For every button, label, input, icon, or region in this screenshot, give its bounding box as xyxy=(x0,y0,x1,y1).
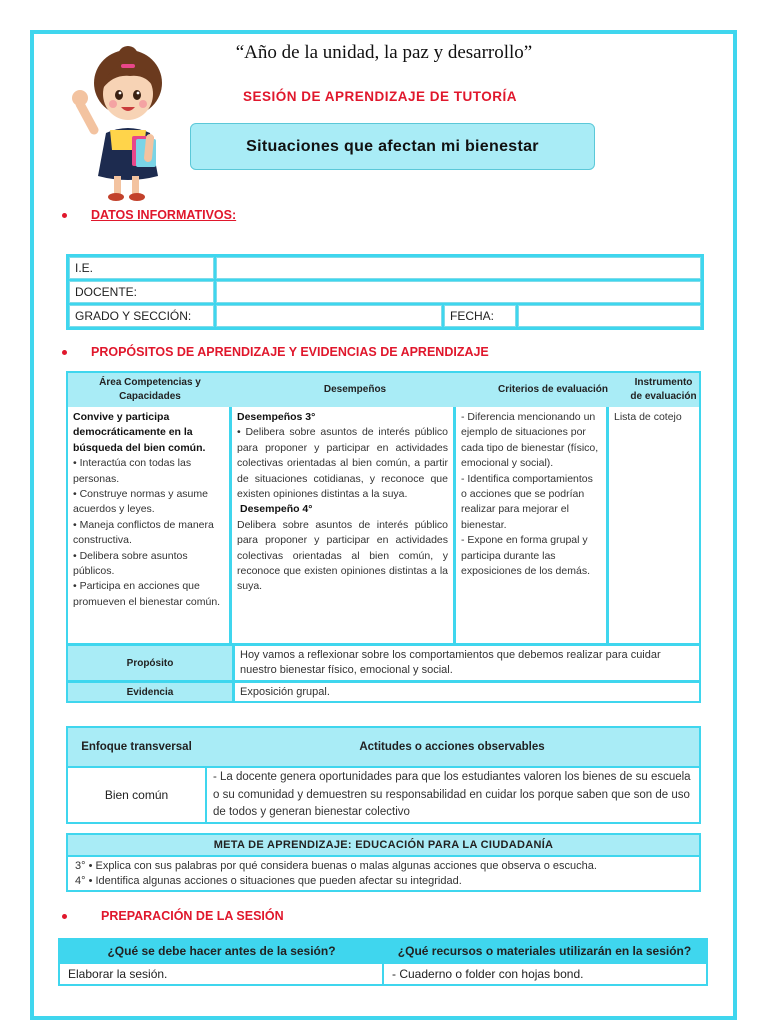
grado-field[interactable] xyxy=(216,305,442,327)
enfoque-table xyxy=(66,726,701,824)
evidencia-row xyxy=(68,683,699,701)
propositos-heading-text: PROPÓSITOS DE APRENDIZAJE Y EVIDENCIAS DE APRENDIZAJE xyxy=(91,345,489,359)
ie-label: I.E. xyxy=(69,257,214,279)
recursos-header: ¿Qué recursos o materiales utilizarán en la sesión? xyxy=(397,944,692,958)
instrumento-cell: Lista de cotejo xyxy=(609,407,699,643)
criterio-item: - Identifica comportamientos o acciones que se podrían realizar para mejorar el bienestar. xyxy=(461,472,593,531)
topic-banner xyxy=(190,123,595,170)
preparacion-heading-text: PREPARACIÓN DE LA SESIÓN xyxy=(101,909,284,923)
capacidad-item: • Delibera sobre asuntos públicos. xyxy=(73,549,188,578)
competencia-text: Convive y participa democráticamente en la búsqueda del bien común. xyxy=(73,411,206,454)
meta-line-3: 3° • Explica con sus palabras por qué considera buenas o malas algunas acciones que observa o escucha. xyxy=(75,860,597,872)
desempeno-4-text: Delibera sobre asuntos de interés público para proponer y participar en actividades colectivas orientadas al bien común, y reconoce que existen opiniones distintas a la suya. xyxy=(237,518,448,593)
bullet-icon xyxy=(62,914,67,919)
enfoque-header: Enfoque transversal xyxy=(81,740,192,753)
enfoque-value: Bien común xyxy=(68,768,205,822)
desempenos-cell xyxy=(232,407,453,643)
desempeno-4-title: Desempeño 4° xyxy=(240,503,313,516)
grado-label: GRADO Y SECCIÓN: xyxy=(69,305,214,327)
propositos-body-row xyxy=(68,407,699,643)
criterio-item: - Diferencia mencionando un ejemplo de situaciones por cada tipo de bienestar (físico, emocional y social). xyxy=(461,411,599,470)
enfoque-header-row xyxy=(68,728,699,766)
antes-value: Elaborar la sesión. xyxy=(60,964,382,984)
propositos-table xyxy=(66,371,701,703)
meta-body xyxy=(68,857,699,890)
evidencia-label: Evidencia xyxy=(68,683,232,701)
recursos-value: - Cuaderno o folder con hojas bond. xyxy=(384,964,706,984)
area-cell xyxy=(68,407,229,643)
desempeno-3-title: Desempeños 3° xyxy=(237,411,316,423)
datos-row-docente xyxy=(69,281,701,303)
proposito-text: Hoy vamos a reflexionar sobre los comportamientos que debemos realizar para cuidar nuestro bienestar físico, emocional y social. xyxy=(235,646,699,680)
docente-label: DOCENTE: xyxy=(69,281,214,303)
meta-title: META DE APRENDIZAJE: EDUCACIÓN PARA LA CIUDADANÍA xyxy=(68,835,699,855)
datos-row-ie xyxy=(69,257,701,279)
enfoque-row xyxy=(68,768,699,822)
header-desempenos: Desempeños xyxy=(232,373,478,407)
actitudes-value: - La docente genera oportunidades para que los estudiantes valoren los bienes de su escuela o su comunidad y demuestren su responsabilidad en cuidar los porque saben que son de uso de todos y generan bienestar colectivo xyxy=(207,768,699,822)
preparacion-header-row xyxy=(60,940,706,962)
evidencia-text: Exposición grupal. xyxy=(235,683,699,701)
docente-field[interactable] xyxy=(216,281,701,303)
preparacion-table xyxy=(58,938,708,986)
topic-title: Situaciones que afectan mi bienestar xyxy=(246,137,539,155)
capacidad-item: • Construye normas y asume acuerdos y leyes. xyxy=(73,488,208,516)
header-criterios: Criterios de evaluación xyxy=(478,373,628,407)
ie-field[interactable] xyxy=(216,257,701,279)
year-title: “Año de la unidad, la paz y desarrollo” xyxy=(235,42,533,63)
criterios-cell xyxy=(456,407,606,643)
fecha-field[interactable] xyxy=(518,305,701,327)
capacidad-item: • Maneja conflictos de manera constructiva. xyxy=(73,518,214,547)
session-title: SESIÓN DE APRENDIZAJE DE TUTORÍA xyxy=(242,89,518,104)
meta-line-4: 4° • Identifica algunas acciones o situaciones que pueden afectar su integridad. xyxy=(75,875,462,887)
header-instrumento: Instrumento de evaluación xyxy=(628,373,699,407)
preparacion-heading xyxy=(62,909,284,923)
actitudes-header: Actitudes o acciones observables xyxy=(359,741,545,753)
datos-heading xyxy=(62,208,236,222)
datos-heading-text: DATOS INFORMATIVOS: xyxy=(91,208,237,222)
datos-table xyxy=(66,254,704,330)
girl-illustration xyxy=(66,38,184,203)
datos-row-grado xyxy=(69,305,701,327)
criterio-item: - Expone en forma grupal y participa durante las exposiciones de los demás. xyxy=(461,534,590,578)
header-area: Área Competencias y Capacidades xyxy=(68,373,232,407)
propositos-header-row xyxy=(68,373,699,407)
meta-table xyxy=(66,833,701,892)
antes-header: ¿Qué se debe hacer antes de la sesión? xyxy=(107,944,336,958)
bullet-icon xyxy=(62,350,67,355)
preparacion-row xyxy=(60,964,706,984)
proposito-label: Propósito xyxy=(68,646,232,680)
capacidad-item: • Interactúa con todas las personas. xyxy=(73,457,192,485)
capacidad-item: • Participa en acciones que promueven el bienestar común. xyxy=(73,580,221,608)
desempeno-3-text: • Delibera sobre asuntos de interés público para proponer y participar en actividades colectivas orientadas al bien común, a partir de situaciones cotidianas, y reconoce que existen opiniones distintas a la suya. xyxy=(237,426,448,501)
bullet-icon xyxy=(62,213,67,218)
proposito-row xyxy=(68,646,699,680)
fecha-label: FECHA: xyxy=(444,305,516,327)
propositos-heading xyxy=(62,345,489,359)
